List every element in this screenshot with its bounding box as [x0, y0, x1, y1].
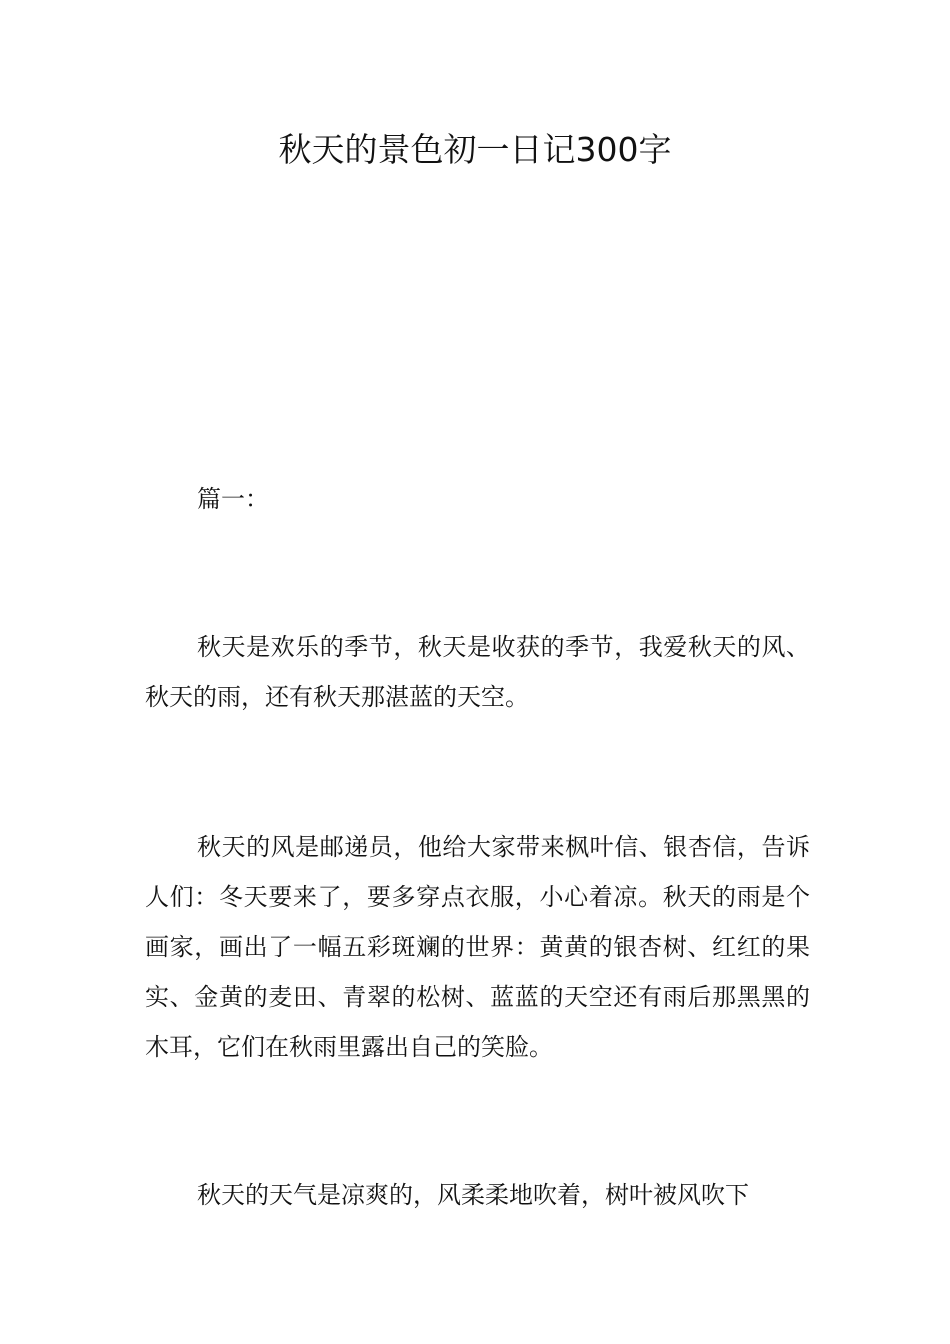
document-title: 秋天的景色初一日记300字: [278, 130, 672, 169]
paragraph-3: 秋天的天气是凉爽的，风柔柔地吹着，树叶被风吹下: [197, 1181, 749, 1209]
paragraph-1: 秋天是欢乐的季节，秋天是收获的季节，我爱秋天的风、秋天的雨，还有秋天那湛蓝的天空。: [145, 633, 810, 711]
paragraph-2: 秋天的风是邮递员，他给大家带来枫叶信、银杏信，告诉人们：冬天要来了，要多穿点衣服，小心着凉。秋天的雨是个画家，画出了一幅五彩斑斓的世界：黄黄的银杏树、红红的果实、金黄的麦田、青翠的松树、蓝蓝的天空还有雨后那黑黑的木耳，它们在秋雨里露出自己的笑脸。: [145, 833, 810, 1061]
section-heading: 篇一：: [197, 485, 269, 513]
